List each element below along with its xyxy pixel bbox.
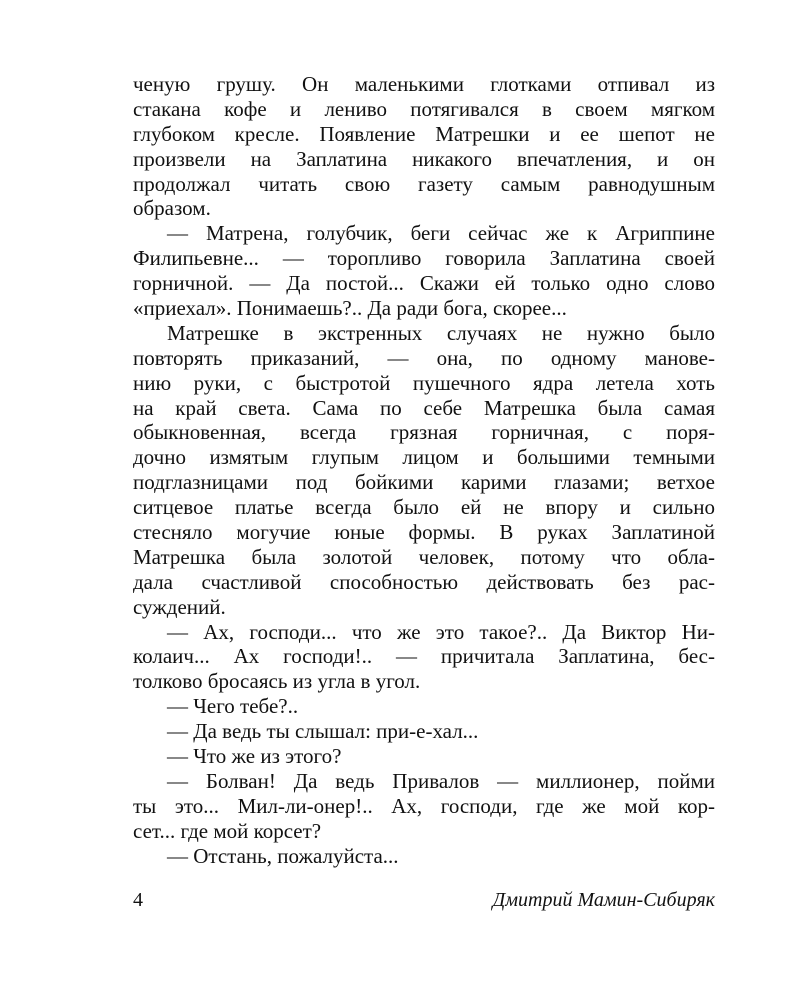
text-line: — Матрена, голубчик, беги сейчас же к Агриппине — [167, 221, 715, 246]
text-line: на край света. Сама по себе Матрешка была самая — [133, 395, 715, 420]
text-line: подглазницами под бойкими карими глазами; ветхое — [133, 470, 715, 495]
text-line: образом. — [133, 196, 211, 221]
text-line: Матрешка была золотой человек, потому что обла- — [133, 544, 715, 569]
text-line: горничной. — Да постой... Скажи ей только одно слово — [133, 271, 715, 296]
text-line: Филипьевне... — торопливо говорила Заплатина своей — [133, 246, 715, 271]
text-line: «приехал». Понимаешь?.. Да ради бога, скорее... — [133, 296, 567, 321]
text-line: — Да ведь ты слышал: при-е-хал... — [167, 719, 479, 744]
body-text — [133, 72, 715, 869]
text-line: колаич... Ах господи!.. — причитала Заплатина, бес- — [133, 644, 715, 669]
text-line: — Чего тебе?.. — [167, 694, 299, 719]
text-line: толково бросаясь из угла в угол. — [133, 669, 421, 694]
text-line: стесняло могучие юные формы. В руках Заплатиной — [133, 520, 715, 545]
text-line: — Что же из этого? — [167, 744, 342, 769]
text-line: дала счастливой способностью действовать без рас- — [133, 569, 715, 594]
text-line: повторять приказаний, — она, по одному манове- — [133, 345, 715, 370]
text-line: ситцевое платье всегда было ей не впору и сильно — [133, 495, 715, 520]
text-line: суждений. — [133, 594, 226, 619]
text-line: — Болван! Да ведь Привалов — миллионер, пойми — [167, 768, 715, 793]
text-line: стакана кофе и лениво потягивался в своем мягком — [133, 96, 715, 121]
text-line: обыкновенная, всегда грязная горничная, с поря- — [133, 420, 715, 445]
text-line: произвели на Заплатина никакого впечатления, и он — [133, 146, 715, 171]
text-line: — Ах, господи... что же это такое?.. Да Виктор Ни- — [167, 619, 715, 644]
text-line: сет... где мой корсет? — [133, 818, 322, 843]
text-line: глубоком кресле. Появление Матрешки и ее шепот не — [133, 121, 715, 146]
text-line: дочно измятым глупым лицом и большими темными — [133, 445, 715, 470]
text-line: ты это... Мил-ли-онер!.. Ах, господи, где же мой кор- — [133, 793, 715, 818]
page-number: 4 — [133, 889, 143, 911]
running-title: Дмитрий Мамин-Сибиряк — [492, 889, 715, 911]
text-line: Матрешке в экстренных случаях не нужно было — [167, 320, 715, 345]
text-line: продолжал читать свою газету самым равнодушным — [133, 171, 715, 196]
text-line: нию руки, с быстротой пушечного ядра летела хоть — [133, 370, 715, 395]
text-line: ченую грушу. Он маленькими глотками отпивал из — [133, 72, 715, 96]
page-footer — [133, 889, 715, 912]
text-line: — Отстань, пожалуйста... — [167, 843, 399, 868]
